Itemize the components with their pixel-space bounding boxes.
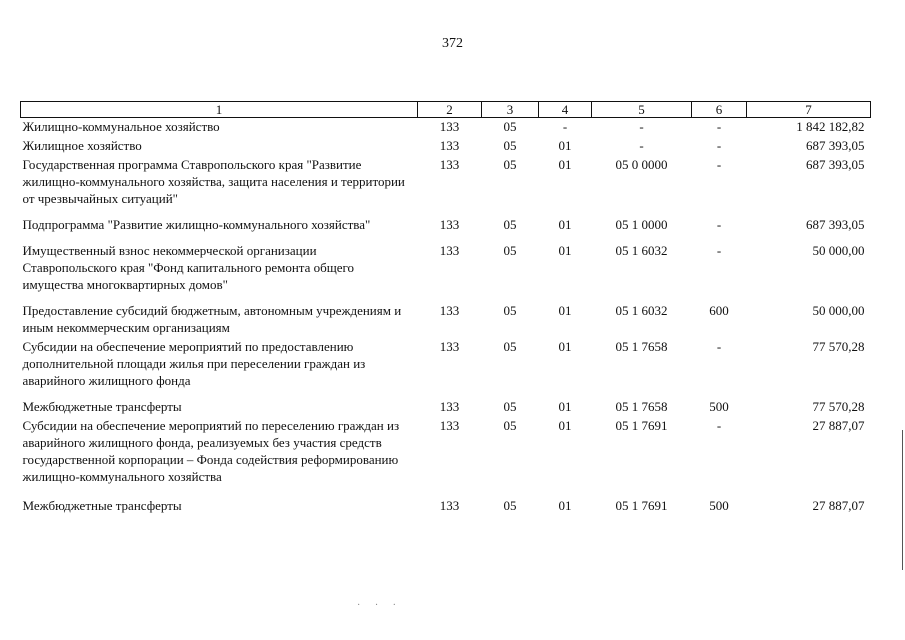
table-row [21,137,871,156]
row-section-code: 05 [503,157,517,172]
row-ministry-code: 133 [439,119,460,134]
budget-table [20,101,871,516]
table-row [21,302,871,338]
row-subsection-code: 01 [558,418,572,433]
row-name: Подпрограмма "Развитие жилищно-коммунального хозяйства" [22,217,371,232]
row-name: Имущественный взнос некоммерческой организации Ставропольского края "Фонд капитального ремонта общего имущества многоквартирных домов" [22,243,355,292]
row-subsection-code: 01 [558,243,572,258]
row-subsection-code: 01 [558,498,572,513]
row-amount: 77 570,28 [812,339,865,354]
row-target-code: 05 1 0000 [615,217,668,232]
row-target-code: - [639,119,644,134]
row-name: Субсидии на обеспечение мероприятий по переселению граждан из аварийного жилищного фонда, реализуемых без участия средств государственной корпорации – Фонда содействия реформированию жилищно-коммунального хозяйства [22,418,400,484]
column-header-6: 6 [692,102,747,118]
header-row [21,102,871,118]
column-header-5: 5 [592,102,692,118]
table-row [21,417,871,497]
row-name: Межбюджетные трансферты [22,498,182,513]
table-row [21,242,871,302]
table-row [21,118,871,138]
row-expense-type: - [716,119,722,134]
row-expense-type: 500 [709,498,729,513]
row-amount: 27 887,07 [812,498,865,513]
row-ministry-code: 133 [439,138,460,153]
row-name: Жилищное хозяйство [22,138,142,153]
row-name: Субсидии на обеспечение мероприятий по предоставлению дополнительной площади жилья при переселении граждан из аварийного жилищного фонда [22,339,366,388]
row-name: Жилищно-коммунальное хозяйство [22,119,220,134]
row-expense-type: - [716,217,722,232]
table-row [21,497,871,516]
row-section-code: 05 [503,399,517,414]
row-target-code: - [639,138,644,153]
row-amount: 687 393,05 [806,217,865,232]
table-row [21,216,871,242]
row-target-code: 05 1 7658 [615,339,668,354]
row-section-code: 05 [503,498,517,513]
row-ministry-code: 133 [439,498,460,513]
table-row [21,156,871,216]
row-amount: 687 393,05 [806,157,865,172]
column-header-3: 3 [482,102,539,118]
row-ministry-code: 133 [439,303,460,318]
row-subsection-code: 01 [558,303,572,318]
row-ministry-code: 133 [439,243,460,258]
row-section-code: 05 [503,339,517,354]
table-body [21,118,871,517]
row-target-code: 05 0 0000 [615,157,668,172]
row-subsection-code: - [562,119,568,134]
column-header-2: 2 [418,102,482,118]
row-target-code: 05 1 6032 [615,303,668,318]
row-expense-type: - [716,418,722,433]
row-expense-type: - [716,157,722,172]
column-header-7: 7 [747,102,871,118]
row-expense-type: - [716,138,722,153]
row-subsection-code: 01 [558,157,572,172]
row-target-code: 05 1 7691 [615,418,668,433]
table-header [21,102,871,118]
row-amount: 50 000,00 [812,243,865,258]
row-ministry-code: 133 [439,157,460,172]
row-ministry-code: 133 [439,339,460,354]
row-target-code: 05 1 7691 [615,498,668,513]
page-number: 372 [442,36,463,51]
row-name: Межбюджетные трансферты [22,399,182,414]
row-expense-type: 600 [709,303,729,318]
row-subsection-code: 01 [558,399,572,414]
row-section-code: 05 [503,217,517,232]
row-amount: 50 000,00 [812,303,865,318]
scan-margin-line [902,430,903,570]
row-subsection-code: 01 [558,339,572,354]
scan-artifact-dots: · · · [357,600,402,611]
row-expense-type: 500 [709,399,729,414]
row-section-code: 05 [503,138,517,153]
table-row [21,398,871,417]
row-name: Государственная программа Ставропольского края "Развитие жилищно-коммунального хозяйства, защита населения и территории от чрезвычайных ситуаций" [22,157,405,206]
row-amount: 77 570,28 [812,399,865,414]
row-subsection-code: 01 [558,217,572,232]
row-section-code: 05 [503,418,517,433]
row-name: Предоставление субсидий бюджетным, автономным учреждениям и иным некоммерческим организациям [22,303,402,335]
table-row [21,338,871,398]
row-expense-type: - [716,243,722,258]
column-header-1: 1 [21,102,418,118]
row-ministry-code: 133 [439,217,460,232]
row-ministry-code: 133 [439,399,460,414]
row-subsection-code: 01 [558,138,572,153]
column-header-4: 4 [539,102,592,118]
row-target-code: 05 1 7658 [615,399,668,414]
row-expense-type: - [716,339,722,354]
row-amount: 27 887,07 [812,418,865,433]
row-amount: 1 842 182,82 [796,119,865,134]
row-amount: 687 393,05 [806,138,865,153]
row-ministry-code: 133 [439,418,460,433]
row-target-code: 05 1 6032 [615,243,668,258]
row-section-code: 05 [503,303,517,318]
row-section-code: 05 [503,119,517,134]
row-section-code: 05 [503,243,517,258]
